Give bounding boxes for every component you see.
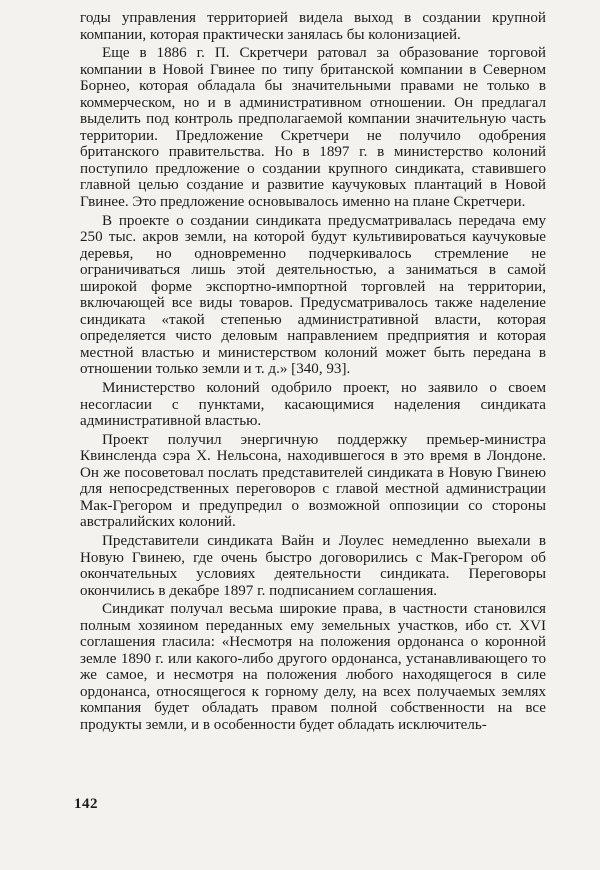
paragraph-negotiations: Представители синдиката Вайн и Лоулес немедленно выехали в Новую Гвинею, где очень быстро договорились с Мак-Грегором об окончательных условиях деятельности синдиката. Переговоры окончились в декабре 1897 г. подписанием соглашения. xyxy=(80,532,546,599)
body-text xyxy=(80,10,546,736)
paragraph-continuation: годы управления территорией видела выход в создании крупной компании, которая практически занялась бы колонизацией. xyxy=(80,10,546,43)
paragraph-syndicate-project: В проекте о создании синдиката предусматривалась передача ему 250 тыс. акров земли, на которой будут культивироваться каучуковые деревья, но одновременно подчеркивалось стремление не ограничиваться лишь этой деятельностью, а заниматься в самой широкой форме экспортно-импортной торговлей на территории, включающей все виды товаров. Предусматривалось также наделение синдиката «такой степенью административной власти, которая определяется чисто деловым направлением предприятия и которая местной властью и министерством колоний может быть передана в отношении только земли и т. д.» [340, 93]. xyxy=(80,212,546,378)
page-number: 142 xyxy=(74,796,98,812)
paragraph-syndicate-rights: Синдикат получал весьма широкие права, в частности становился полным хозяином переданных ему земельных участков, ибо ст. XVI соглашения гласила: «Несмотря на положения ордонанса о коронной земле 1890 г. или какого-либо другого ордонанса, устанавливающего то же самое, и несмотря на положения любого находящегося в силе ордонанса, относящегося к горному делу, на всех получаемых землях компания будет обладать правом полной собственности на все продукты земли, и в особенности будет обладать исключитель- xyxy=(80,601,546,733)
paragraph-colonial-ministry: Министерство колоний одобрило проект, но заявило о своем несогласии с пунктами, касающимися наделения синдиката административной властью. xyxy=(80,380,546,430)
paragraph-scratchley-proposal: Еще в 1886 г. П. Скретчери ратовал за образование торговой компании в Новой Гвинее по типу британской компании в Северном Борнео, которая обладала бы значительными правами не только в коммерческом, но и в административном отношении. Он предлагал выделить под контроль предполагаемой компании значительную часть территории. Предложение Скретчери не получило одобрения британского правительства. Но в 1897 г. в министерство колоний поступило предложение о создании крупного синдиката, ставившего главной целью создание и развитие каучуковых плантаций в Новой Гвинее. Это предложение основывалось именно на плане Скретчери. xyxy=(80,45,546,211)
paragraph-nelson-support: Проект получил энергичную поддержку премьер-министра Квинсленда сэра Х. Нельсона, находившегося в это время в Лондоне. Он же посоветовал послать представителей синдиката в Новую Гвинею для непосредственных переговоров с главой местной администрации Мак-Грегором и предупредил о возможной оппозиции со стороны австралийских колоний. xyxy=(80,431,546,531)
